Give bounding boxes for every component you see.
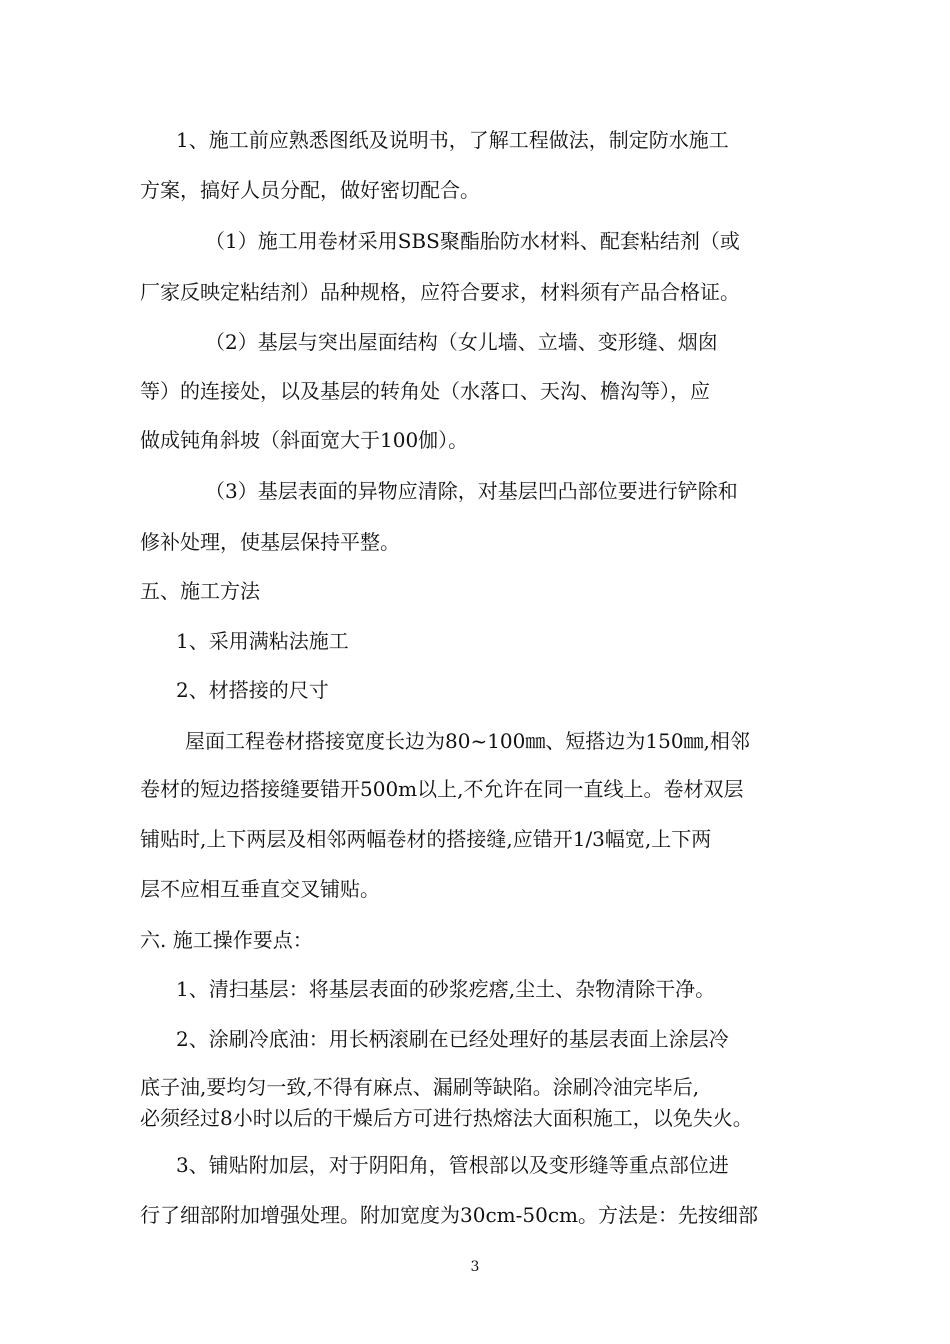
text-line: （1）施工用卷材采用SBS聚酯胎防水材料、配套粘结剂（或 xyxy=(205,229,740,253)
text-line: 2、材搭接的尺寸 xyxy=(176,678,329,702)
page-number: 3 xyxy=(470,1259,480,1275)
text-line: 铺贴时,上下两层及相邻两幅卷材的搭接缝,应错开1/3幅宽,上下两 xyxy=(140,827,712,851)
text-line: 层不应相互垂直交叉铺贴。 xyxy=(140,877,380,901)
text-line: 等）的连接处，以及基层的转角处（水落口、天沟、檐沟等），应 xyxy=(140,379,710,403)
text-line: 底子油,要均匀一致,不得有麻点、漏刷等缺陷。涂刷冷油完毕后, xyxy=(140,1075,700,1099)
text-line: 方案，搞好人员分配，做好密切配合。 xyxy=(140,178,480,202)
text-line: 行了细部附加增强处理。附加宽度为30cm-50cm。方法是：先按细部 xyxy=(140,1203,758,1227)
section-heading: 五、施工方法 xyxy=(140,579,260,603)
text-line: 必须经过8小时以后的干燥后方可进行热熔法大面积施工，以免失火。 xyxy=(140,1106,753,1130)
text-line: 1、施工前应熟悉图纸及说明书，了解工程做法，制定防水施工 xyxy=(176,128,729,152)
text-line: （3）基层表面的异物应清除，对基层凹凸部位要进行铲除和 xyxy=(205,479,738,503)
text-line: 卷材的短边搭接缝要错开500m以上,不允许在同一直线上。卷材双层 xyxy=(140,777,744,801)
text-line: 屋面工程卷材搭接宽度长边为80~100㎜、短搭边为150㎜,相邻 xyxy=(185,729,750,753)
text-line: 修补处理，使基层保持平整。 xyxy=(140,530,400,554)
text-line: 1、清扫基层：将基层表面的砂浆疙瘩,尘土、杂物清除干净。 xyxy=(176,977,716,1001)
text-line: 1、采用满粘法施工 xyxy=(176,629,349,653)
text-line: （2）基层与突出屋面结构（女儿墙、立墙、变形缝、烟囱 xyxy=(205,330,718,354)
text-line: 2、涂刷冷底油：用长柄滚刷在已经处理好的基层表面上涂层冷 xyxy=(176,1027,729,1051)
section-heading: 六. 施工操作要点： xyxy=(140,928,313,952)
text-line: 厂家反映定粘结剂）品种规格，应符合要求，材料须有产品合格证。 xyxy=(140,280,740,304)
text-line: 做成钝角斜坡（斜面宽大于100伽）。 xyxy=(140,428,469,452)
text-line: 3、铺贴附加层，对于阴阳角，管根部以及变形缝等重点部位进 xyxy=(176,1153,729,1177)
